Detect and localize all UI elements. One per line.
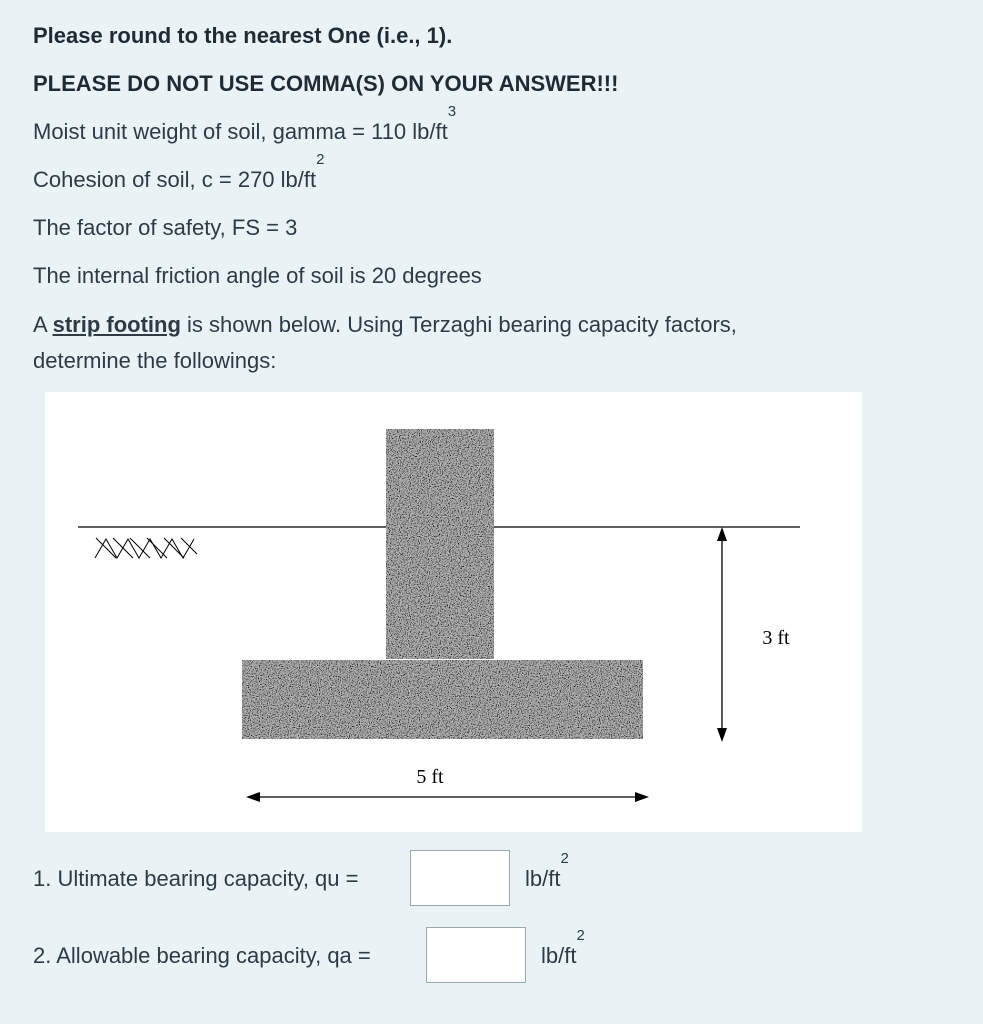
answer-2-unit: [541, 927, 585, 970]
footing-diagram: [45, 392, 862, 832]
strip-footing-link[interactable]: strip footing: [52, 312, 181, 337]
question-text: [33, 311, 737, 339]
answer-2-input[interactable]: [427, 928, 525, 982]
width-label: 5 ft: [416, 766, 444, 788]
width-arrow-right-icon: [635, 792, 649, 802]
given-gamma-text: Moist unit weight of soil, gamma = 110 lb/ft: [33, 119, 448, 144]
answer-1-box[interactable]: [410, 850, 510, 906]
given-gamma: [33, 103, 457, 146]
footing-base: [242, 660, 643, 739]
given-cohesion-text: Cohesion of soil, c = 270 lb/ft: [33, 167, 317, 192]
answer-1-unit-text: lb/ft: [525, 866, 561, 891]
answer-1-label: 1. Ultimate bearing capacity, qu =: [33, 866, 359, 891]
answer-2-unit-text: lb/ft: [541, 943, 577, 968]
given-gamma-exponent: 3: [447, 103, 457, 120]
instruction-no-comma: PLEASE DO NOT USE COMMA(S) ON YOUR ANSWER!!!: [33, 71, 619, 96]
question-part1: A: [33, 312, 53, 337]
width-arrow-left-icon: [246, 792, 260, 802]
given-cohesion-exponent: 2: [316, 151, 325, 168]
answer-2-unit-exponent: 2: [576, 927, 585, 944]
answer-1-input[interactable]: [411, 851, 509, 905]
footing-column: [386, 429, 494, 659]
given-cohesion: [33, 151, 325, 194]
depth-arrow-up-icon: [717, 527, 727, 541]
given-friction: The internal friction angle of soil is 20 degrees: [33, 263, 482, 288]
instruction-round: Please round to the nearest One (i.e., 1).: [33, 23, 453, 48]
depth-label: 3 ft: [762, 627, 790, 649]
answer-1-unit: [525, 850, 569, 893]
given-fs: The factor of safety, FS = 3: [33, 215, 298, 240]
question-part2: is shown below. Using Terzaghi bearing capacity factors,: [180, 312, 737, 337]
soil-hatch-icon: [95, 538, 197, 558]
answer-2-box[interactable]: [426, 927, 526, 983]
footing-figure: [45, 392, 862, 832]
depth-arrow-down-icon: [717, 728, 727, 742]
question-line2: determine the followings:: [33, 348, 277, 373]
answer-2-label: 2. Allowable bearing capacity, qa =: [33, 943, 371, 968]
answer-1-unit-exponent: 2: [560, 850, 569, 867]
